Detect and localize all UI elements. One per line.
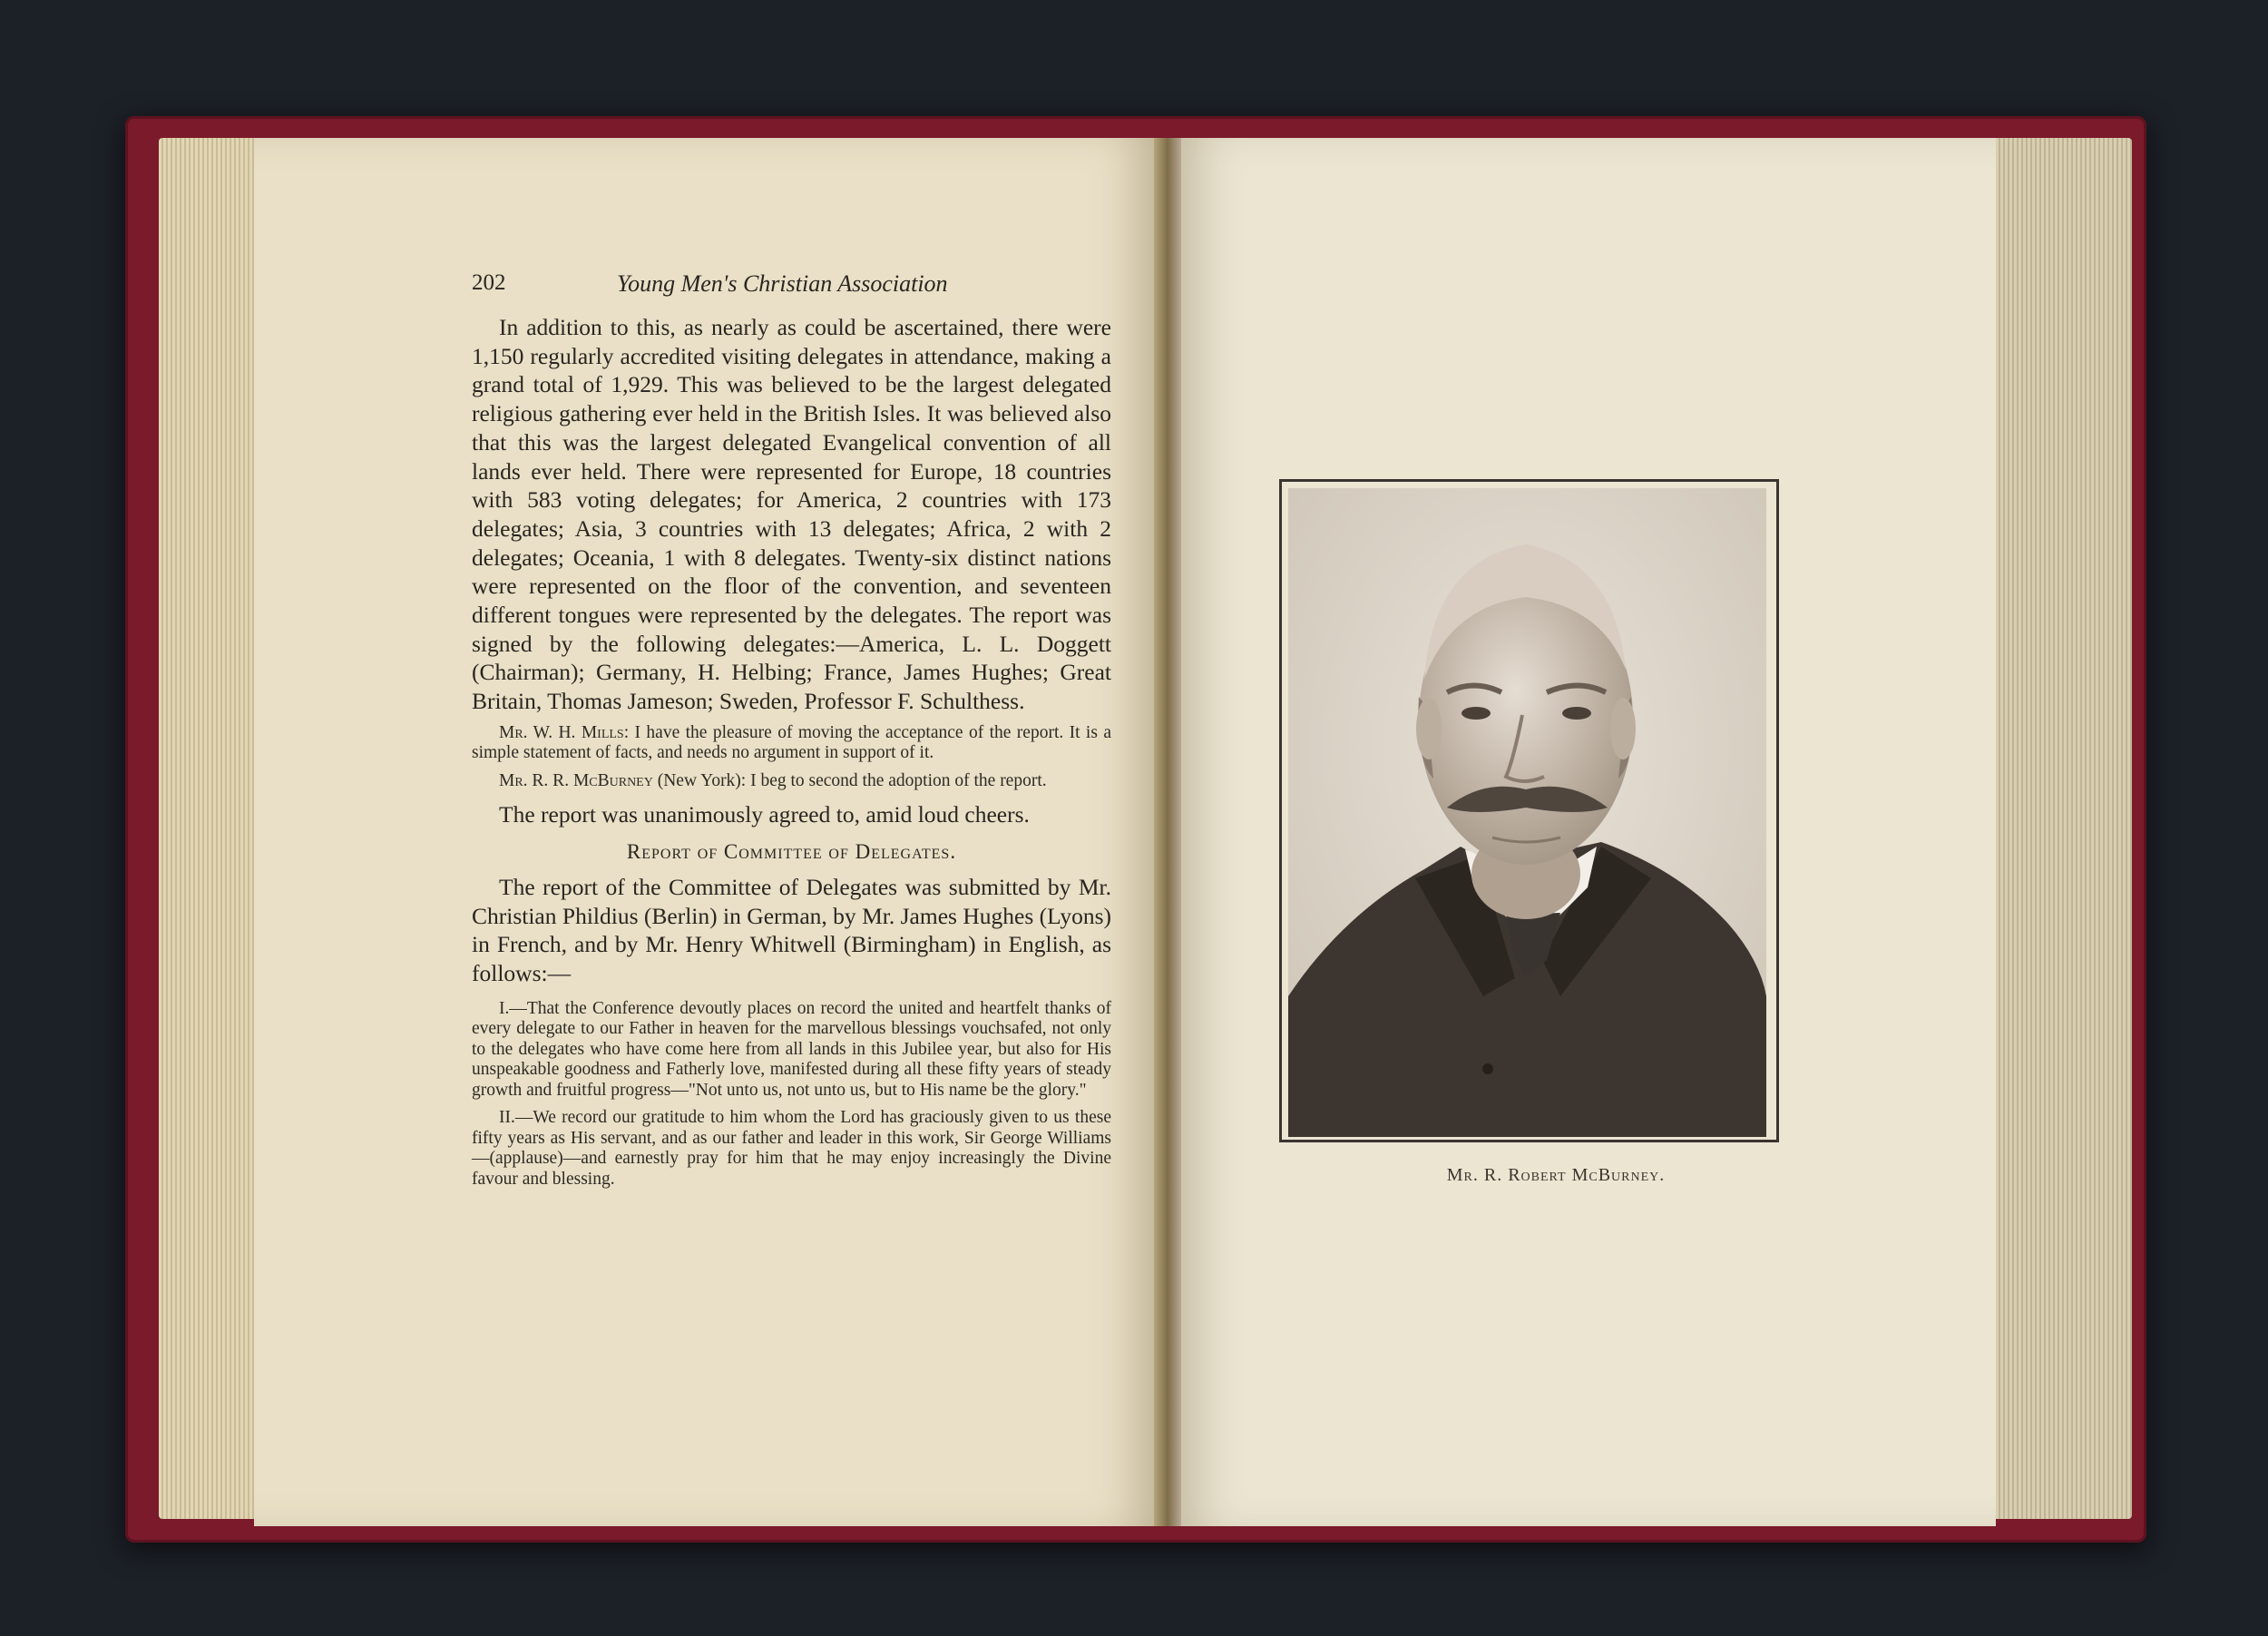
running-title: Young Men's Christian Association xyxy=(617,270,948,297)
paragraph-committee: The report of the Committee of Delegates was submitted by Mr. Christian Phildius (Berlin) in German, by Mr. James Hughes (Lyons) in French, and by Mr. Henry Whitwell (Birmingham) in English, as follows:— xyxy=(472,874,1111,987)
page-edges-right xyxy=(1996,138,2132,1519)
resolution-two: II.—We record our gratitude to him whom the Lord has graciously given to us these fifty years as His servant, and as our father and leader in this work, Sir George Williams—(applause)—and earnestly pray for him that he may enjoy increasingly the Divine favour and blessing. xyxy=(472,1108,1111,1189)
running-head xyxy=(472,270,1125,307)
portrait-illustration xyxy=(1288,488,1766,1137)
left-page-text xyxy=(472,313,1111,1190)
paragraph-delegates: In addition to this, as nearly as could be ascertained, there were 1,150 regularly accredited visiting delegates in attendance, making a grand total of 1,929. This was believed to be the largest delegated religious gathering ever held in the British Isles. It was believed also that this was the largest delegated Evangelical convention of all lands ever held. There were represented for Europe, 18 countries with 583 voting delegates; for America, 2 countries with 173 delegates; Asia, 3 countries with 13 delegates; Africa, 2 with 2 delegates; Oceania, 1 with 8 delegates. Twenty-six distinct nations were represented on the floor of the convention, and seventeen different tongues were represented by the delegates. The report was signed by the following delegates:—America, L. L. Doggett (Chairman); Germany, H. Helbing; France, James Hughes; Great Britain, Thomas Jameson; Sweden, Professor F. Schulthess. xyxy=(472,314,1111,715)
mcburney-remark: (New York): I beg to second the adoption of the report. xyxy=(652,770,1047,790)
book-gutter xyxy=(1154,138,1181,1526)
paragraph-mcburney xyxy=(472,771,1111,792)
speaker-mcburney: Mr. R. R. McBurney xyxy=(499,770,653,790)
mills-remark: : I have the pleasure of moving the acceptance of the report. It is a simple statement of facts, and needs no argument in support of it. xyxy=(472,722,1111,763)
speaker-mills: Mr. W. H. Mills xyxy=(499,722,624,742)
paragraph-agreed: The report was unanimously agreed to, amid loud cheers. xyxy=(499,801,1030,828)
page-edges-left xyxy=(159,138,259,1519)
resolution-one: I.—That the Conference devoutly places on record the united and heartfelt thanks of every delegate to our Father in heaven for the marvellous blessings vouchsafed, not only to the delegates who have come here from all lands in this Jubilee year, but also for His unspeakable goodness and Fatherly love, manifested during all these fifty years of steady growth and fruitful progress—"Not unto us, not unto us, but to His name be the glory." xyxy=(472,998,1111,1100)
portrait-caption: Mr. R. Robert McBurney. xyxy=(1446,1165,1666,1185)
page-number: 202 xyxy=(472,270,506,295)
portrait-photograph xyxy=(1288,488,1766,1137)
section-heading: Report of Committee of Delegates. xyxy=(626,840,957,864)
paragraph-mills xyxy=(472,723,1111,764)
